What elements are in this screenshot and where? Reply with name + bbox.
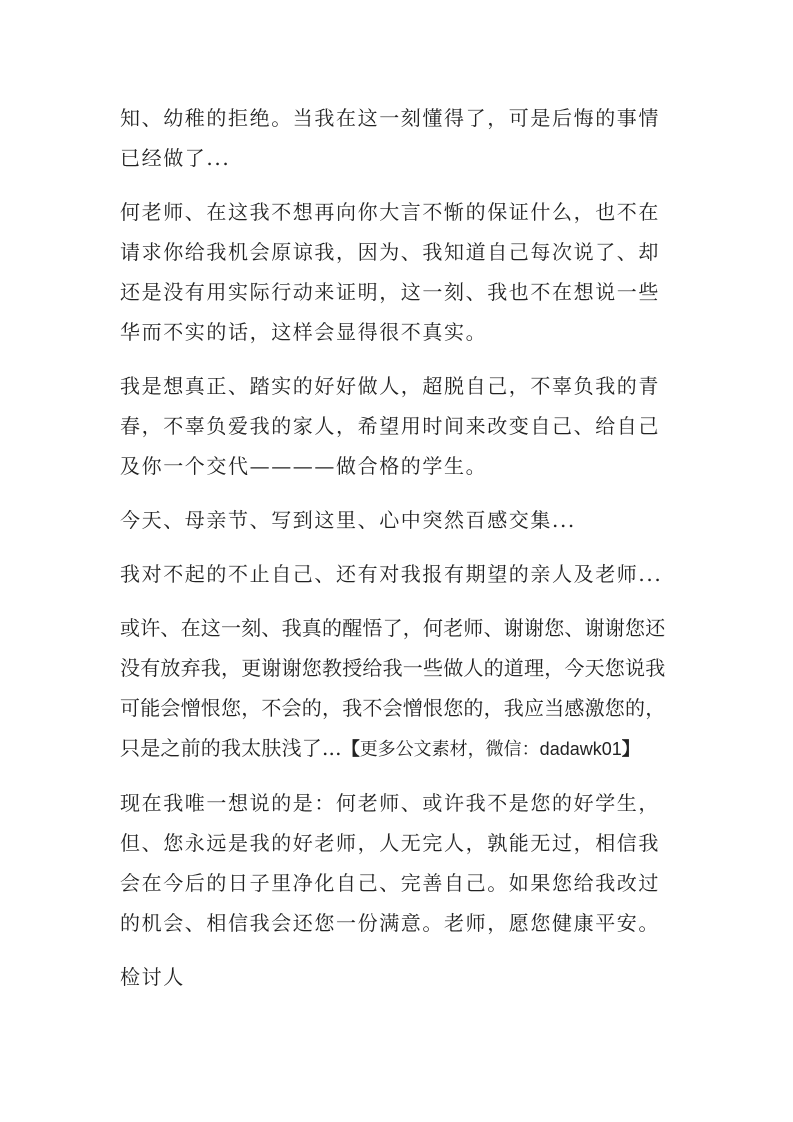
ad-close-bracket: 】 xyxy=(621,739,640,759)
ad-note xyxy=(342,739,640,759)
paragraph-2: 何老师、在这我不想再向你大言不惭的保证什么，也不在请求你给我机会原谅我，因为、我知道自己每次说了、却还是没有用实际行动来证明，这一刻、我也不在想说一些华而不实的话，这样会显得很不真实。 xyxy=(120,200,660,344)
paragraph-1: 知、幼稚的拒绝。当我在这一刻懂得了，可是后悔的事情已经做了... xyxy=(120,106,660,170)
paragraph-6-text: 或许、在这一刻、我真的醒悟了，何老师、谢谢您、谢谢您还没有放弃我，更谢谢您教授给我一些做人的道理，今天您说我可能会憎恨您，不会的，我不会憎恨您的，我应当感激您的，只是之前的我太肤浅了... xyxy=(120,616,666,760)
paragraph-6 xyxy=(120,608,678,769)
document-body xyxy=(120,98,678,1011)
paragraph-4: 今天、母亲节、写到这里、心中突然百感交集... xyxy=(120,508,576,532)
ad-open-bracket: 【 xyxy=(341,739,360,759)
paragraph-3: 我是想真正、踏实的好好做人，超脱自己，不辜负我的青春，不辜负爱我的家人，希望用时间来改变自己、给自己及你一个交代————做合格的学生。 xyxy=(120,374,660,478)
signature-label: 检讨人 xyxy=(120,965,185,989)
paragraph-7: 现在我唯一想说的是：何老师、或许我不是您的好学生，但、您永远是我的好老师，人无完人，孰能无过，相信我会在今后的日子里净化自己、完善自己。如果您给我改过的机会、相信我会还您一份满意。老师，愿您健康平安。 xyxy=(120,791,660,935)
paragraph-5: 我对不起的不止自己、还有对我报有期望的亲人及老师... xyxy=(120,562,663,586)
ad-text: 更多公文素材，微信：dadawk01 xyxy=(359,739,622,759)
